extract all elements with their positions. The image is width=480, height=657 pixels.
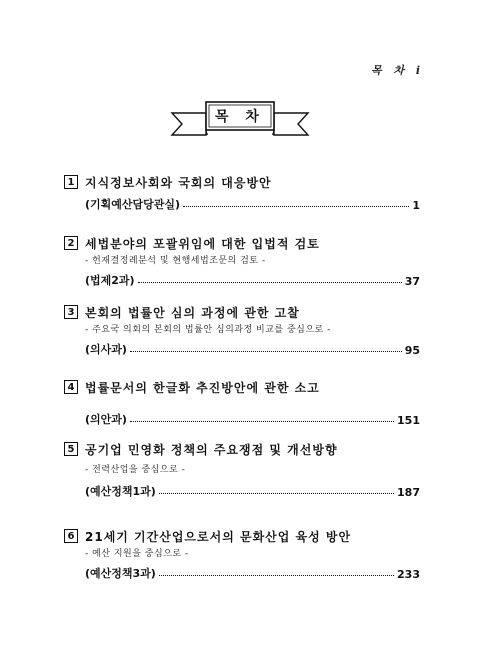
entry-dept: (의안과) — [85, 413, 127, 426]
toc-entry — [64, 377, 420, 427]
dot-leader — [130, 421, 394, 422]
entry-subtitle: - 전력산업을 중심으로 - — [85, 465, 186, 475]
dot-leader — [130, 351, 402, 352]
entry-number: 5 — [64, 442, 78, 456]
entry-dept: (기획예산담당관실) — [85, 198, 181, 211]
entry-subtitle: - 예산 지원을 중심으로 - — [85, 549, 189, 559]
toc-entry — [64, 439, 420, 499]
entry-title: 세법분야의 포괄위임에 대한 입법적 검토 — [85, 236, 320, 251]
dot-leader — [183, 206, 409, 207]
entry-number: 1 — [64, 175, 78, 189]
entry-page: 37 — [404, 275, 420, 288]
entry-page: 233 — [397, 568, 420, 581]
toc-entry — [64, 233, 420, 288]
entry-title: 법률문서의 한글화 추진방안에 관한 소고 — [85, 380, 320, 395]
entry-title: 공기업 민영화 정책의 주요쟁점 및 개선방향 — [85, 442, 338, 457]
entry-dept: (예산정책3과) — [85, 567, 156, 580]
entry-subtitle: - 주요국 의회의 본회의 법률안 심의과정 비교를 중심으로 - — [85, 325, 331, 335]
dot-leader — [159, 493, 394, 494]
entry-dept: (예산정책1과) — [85, 485, 156, 498]
running-header: 목 차 i — [370, 64, 424, 77]
entry-subtitle: - 헌재결정례분석 및 현행세법조문의 검토 - — [85, 256, 266, 266]
entry-number: 3 — [64, 305, 78, 319]
entry-page: 95 — [404, 344, 420, 357]
toc-entry — [64, 172, 420, 212]
entry-dept: (법제2과) — [85, 274, 135, 287]
dot-leader — [138, 282, 402, 283]
banner-title: 목 차 — [215, 109, 265, 125]
entry-title: 21세기 기간산업으로서의 문화산업 육성 방안 — [85, 529, 352, 544]
entry-title: 지식정보사회와 국회의 대응방안 — [85, 175, 272, 190]
entry-page: 151 — [397, 414, 420, 427]
entry-number: 6 — [64, 529, 78, 543]
entry-page: 187 — [397, 486, 420, 499]
entry-title: 본회의 법률안 심의 과정에 관한 고찰 — [85, 305, 300, 320]
entry-dept: (의사과) — [85, 343, 127, 356]
entry-number: 4 — [64, 380, 78, 394]
entry-number: 2 — [64, 236, 78, 250]
toc-entry — [64, 302, 420, 357]
entry-page: 1 — [412, 199, 420, 212]
dot-leader — [159, 575, 394, 576]
toc-entry — [64, 526, 420, 581]
